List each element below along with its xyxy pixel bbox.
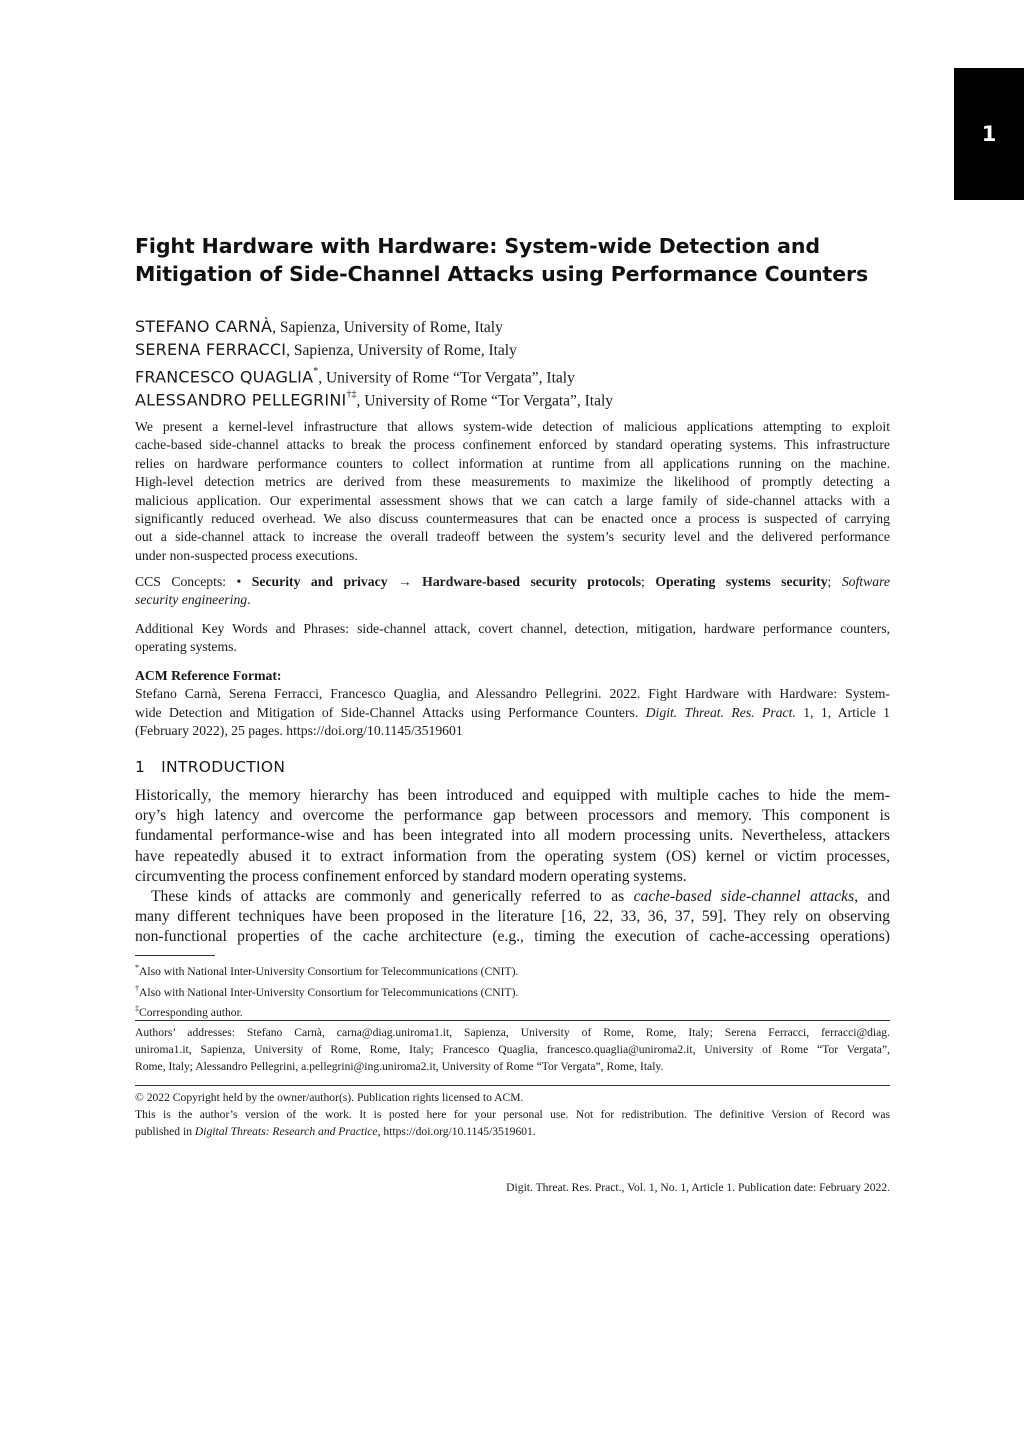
author-affiliation: , University of Rome “Tor Vergata”, Italy [356,392,614,410]
introduction-body [135,786,890,948]
author-name: FRANCESCO QUAGLIA [135,366,314,386]
copyright-journal: Digital Threats: Research and Practice [194,1125,378,1138]
section-title: INTRODUCTION [161,758,286,776]
author-list [135,315,895,408]
copyright-text: , https://doi.org/10.1145/3519601. [377,1125,536,1138]
acm-reference-line [135,704,890,722]
author-affiliation: , University of Rome “Tor Vergata”, Italy [318,368,575,386]
body-line: non-functional properties of the cache architecture (e.g., timing the execution of cache-accessing operations) [135,928,890,946]
author-entry [135,362,895,385]
ccs-separator: ; [641,574,656,589]
abstract-line: relies on hardware performance counters to collect information at runtime from all applications running on the machine. [135,455,890,471]
running-footer: Digit. Threat. Res. Pract., Vol. 1, No. 1, Article 1. Publication date: February 2022. [506,1181,890,1194]
ccs-concept: Operating systems security [655,574,828,589]
keywords-line: operating systems. [135,639,237,655]
ccs-separator: ; [827,574,842,589]
author-footnote-mark: * [313,365,319,377]
address-line: uniroma1.it, Sapienza, University of Rome, Rome, Italy; Francesco Quaglia, francesco.quaglia@uniroma2.it, University of Rome “Tor Vergata”, [135,1043,890,1056]
acm-reference-line: (February 2022), 25 pages. https://doi.org/10.1145/3519601 [135,723,463,739]
footnote-divider [135,955,215,956]
acm-reference-text: wide Detection and Mitigation of Side-Channel Attacks using Performance Counters. [135,704,646,720]
acm-reference-line: Stefano Carnà, Serena Ferracci, Francesco Quaglia, and Alessandro Pellegrini. 2022. Fight Hardware with Hardware: System- [135,686,890,702]
body-line [135,887,890,907]
ccs-concepts [135,573,890,610]
keywords [135,620,890,657]
copyright-line [135,1123,890,1140]
section-number: 1 [135,758,146,776]
body-line: fundamental performance-wise and has been integrated into all modern processing units. Nevertheless, attackers [135,827,890,845]
page-number-tab [954,68,1024,200]
ccs-concept: Software [841,574,890,589]
copyright-text: published in [135,1125,195,1138]
title-line-1: Fight Hardware with Hardware: System-wide Detection and [135,234,820,258]
body-line: circumventing the process confinement enforced by standard modern operating systems. [135,867,687,885]
author-name: SERENA FERRACCI [135,340,287,360]
body-line: many different techniques have been proposed in the literature [16, 22, 33, 36, 37, 59]. They rely on observing [135,908,890,926]
section-heading [135,758,285,776]
paper-title [135,232,895,288]
author-affiliation: , Sapienza, University of Rome, Italy [286,342,517,360]
copyright-notice [135,1089,890,1140]
author-entry [135,338,895,361]
acm-reference-heading: ACM Reference Format: [135,668,282,683]
abstract-line: cache-based side-channel attacks to break the process confinement enforced by standard operating systems. This infrastructure [135,437,890,453]
footnote-text: Also with National Inter-University Consortium for Telecommunications (CNIT). [139,985,519,999]
copyright-divider [135,1085,890,1086]
address-line: Rome, Italy; Alessandro Pellegrini, a.pellegrini@ing.uniroma2.it, University of Rome “Tor Vergata”, Rome, Italy. [135,1060,664,1073]
footnote-text: Corresponding author. [139,1006,243,1020]
footnote [135,981,890,1002]
abstract-line: out a side-channel attack to increase the overall tradeoff between the system’s security level and the delivered performance [135,529,890,545]
ccs-concept: Security and privacy [251,574,388,589]
ccs-end: . [247,592,251,608]
author-name: ALESSANDRO PELLEGRINI [135,390,347,410]
address-line: Authors’ addresses: Stefano Carnà, carna@diag.uniroma1.it, Sapienza, University of Rome, Rome, Italy; Serena Ferracci, ferracci@diag. [135,1026,890,1039]
copyright-line: This is the author’s version of the work. It is posted here for your personal use. Not for redistribution. The definitive Version of Record was [135,1108,890,1121]
author-entry [135,315,895,338]
ccs-line-1 [135,573,890,591]
acm-reference-journal: Digit. Threat. Res. Pract. [645,704,796,720]
authors-addresses [135,1024,890,1075]
footnote [135,1001,890,1022]
footnote-mark: * [135,963,139,972]
copyright-line: © 2022 Copyright held by the owner/author(s). Publication rights licensed to ACM. [135,1091,524,1104]
author-footnote-mark: †‡ [346,388,357,400]
body-text: These kinds of attacks are commonly and generically referred to as [151,887,634,905]
abstract [135,418,890,565]
author-affiliation: , Sapienza, University of Rome, Italy [272,319,503,336]
ccs-line-2 [135,591,890,609]
ccs-arrow: → [387,574,423,589]
body-line: Historically, the memory hierarchy has been introduced and equipped with multiple caches to hide the mem- [135,787,890,804]
addresses-divider [135,1020,890,1021]
ccs-concept: security engineering [135,592,248,608]
ccs-concept: Hardware-based security protocols [422,574,642,589]
keywords-line: Additional Key Words and Phrases: side-channel attack, covert channel, detection, mitigation, hardware performance counters, [135,621,890,636]
abstract-line: High-level detection metrics are derived from these measurements to maximize the likelihood of promptly detecting a [135,474,890,490]
footnote-mark: † [135,983,139,993]
body-emphasis: cache-based side-channel attacks [633,887,855,905]
abstract-line: significantly reduced overhead. We also discuss countermeasures that can be enacted once a process is suspected of carrying [135,511,890,527]
title-line-2: Mitigation of Side-Channel Attacks using Performance Counters [135,262,869,286]
acm-reference-format [135,667,890,741]
abstract-line: We present a kernel-level infrastructure that allows system-wide detection of malicious applications attempting to exploit [135,419,890,434]
author-entry [135,385,895,408]
footnote-text: Also with National Inter-University Consortium for Telecommunications (CNIT). [139,964,519,978]
footnotes [135,960,890,1022]
author-name: STEFANO CARNÀ [135,317,273,336]
abstract-line: malicious application. Our experimental assessment shows that we can catch a large family of side-channel attacks with a [135,492,890,508]
footnote [135,960,890,981]
body-line: have repeatedly abused it to extract information from the operating system (OS) kernel or victim processes, [135,847,890,865]
page-number: 1 [981,122,997,146]
body-line: ory’s high latency and overcome the performance gap between processors and memory. This component is [135,807,890,825]
ccs-label: CCS Concepts: • [135,574,252,589]
abstract-line: under non-suspected process executions. [135,547,358,563]
body-text: , and [854,887,890,905]
footnote-mark: ‡ [135,1004,139,1014]
acm-reference-text: 1, 1, Article 1 [795,704,891,720]
